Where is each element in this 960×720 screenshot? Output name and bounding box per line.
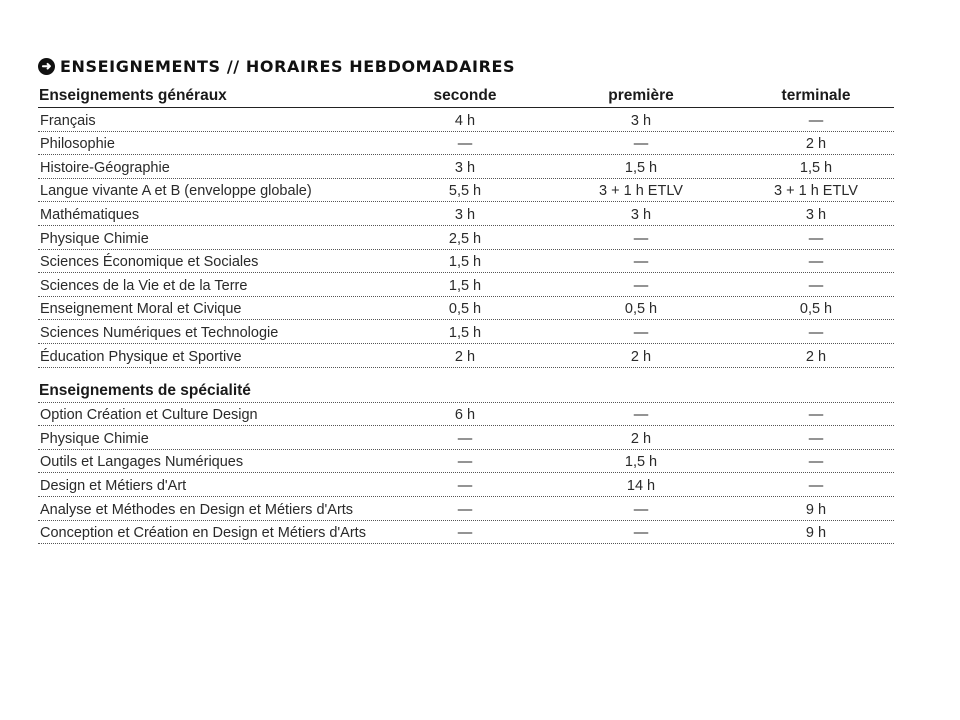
hours-seconde: 2 h (454, 348, 476, 365)
hours-terminale: 2 h (805, 348, 827, 365)
table-row (38, 450, 894, 474)
hours-premire: — (633, 136, 649, 153)
hours-premire: 2 h (630, 348, 652, 365)
table-row (38, 108, 894, 132)
hours-seconde: 4 h (454, 112, 476, 129)
hours-terminale: — (808, 407, 824, 424)
subject-name: Sciences Numériques et Technologie (40, 324, 279, 341)
hours-terminale: 3 + 1 h ETLV (774, 183, 858, 200)
hours-terminale: — (808, 254, 824, 271)
hours-premire: 14 h (626, 477, 656, 494)
table-row (38, 155, 894, 179)
column-header-premiere: première (608, 87, 674, 104)
table-row (38, 179, 894, 203)
specialty-heading: Enseignements de spécialité (39, 381, 251, 399)
subject-name: Option Création et Culture Design (40, 407, 258, 424)
hours-seconde: — (457, 430, 473, 447)
table-row (38, 521, 894, 545)
hours-terminale: 9 h (805, 525, 827, 542)
hours-seconde: 0,5 h (448, 301, 482, 318)
table-row (38, 226, 894, 250)
hours-premire: — (633, 324, 649, 341)
table-row (38, 473, 894, 497)
hours-terminale: — (808, 324, 824, 341)
hours-seconde: 1,5 h (448, 254, 482, 271)
hours-seconde: 3 h (454, 159, 476, 176)
hours-premire: 3 + 1 h ETLV (599, 183, 683, 200)
table-row (38, 202, 894, 226)
subject-name: Mathématiques (40, 206, 140, 223)
table-row (38, 403, 894, 427)
hours-terminale: — (808, 277, 824, 294)
subject-name: Enseignement Moral et Civique (40, 301, 242, 318)
subject-name: Outils et Langages Numériques (40, 454, 244, 471)
hours-seconde: 5,5 h (448, 183, 482, 200)
hours-seconde: 6 h (454, 407, 476, 424)
hours-terminale: — (808, 477, 824, 494)
table-row (38, 497, 894, 521)
hours-terminale: — (808, 454, 824, 471)
hours-seconde: 1,5 h (448, 324, 482, 341)
hours-terminale: — (808, 112, 824, 129)
table-row (38, 426, 894, 450)
hours-premire: 1,5 h (624, 159, 658, 176)
hours-seconde: 3 h (454, 206, 476, 223)
table-row (38, 132, 894, 156)
hours-premire: 3 h (630, 206, 652, 223)
table-row (38, 297, 894, 321)
column-header-seconde: seconde (433, 87, 497, 104)
table-row (38, 320, 894, 344)
hours-terminale: — (808, 230, 824, 247)
hours-seconde: — (457, 136, 473, 153)
section-title (38, 55, 894, 77)
hours-premire: 1,5 h (624, 454, 658, 471)
arrow-right-circle-icon: ➜ (38, 58, 55, 75)
column-header-terminale: terminale (781, 87, 851, 104)
hours-seconde: — (457, 501, 473, 518)
hours-terminale: 2 h (805, 136, 827, 153)
subject-name: Analyse et Méthodes en Design et Métiers d'Arts (40, 501, 354, 518)
hours-premire: — (633, 230, 649, 247)
subject-name: Design et Métiers d'Art (40, 477, 187, 494)
section-title-text: ENSEIGNEMENTS // HORAIRES HEBDOMADAIRES (60, 56, 516, 76)
table-row (38, 273, 894, 297)
subject-name: Histoire-Géographie (40, 159, 170, 176)
subject-name: Philosophie (40, 136, 115, 153)
table-row (38, 344, 894, 368)
hours-premire: 0,5 h (624, 301, 658, 318)
subject-name: Sciences Économique et Sociales (40, 254, 259, 271)
hours-terminale: — (808, 430, 824, 447)
hours-seconde: — (457, 454, 473, 471)
hours-premire: 2 h (630, 430, 652, 447)
hours-premire: — (633, 254, 649, 271)
specialty-table-body (38, 403, 894, 545)
general-heading: Enseignements généraux (39, 87, 227, 104)
hours-seconde: 1,5 h (448, 277, 482, 294)
hours-premire: — (633, 407, 649, 424)
general-header-row (38, 83, 894, 108)
hours-premire: — (633, 277, 649, 294)
specialty-header-row (38, 377, 894, 403)
subject-name: Conception et Création en Design et Métiers d'Arts (40, 525, 366, 542)
general-table-body (38, 108, 894, 368)
subject-name: Français (40, 112, 96, 129)
hours-terminale: 9 h (805, 501, 827, 518)
subject-name: Physique Chimie (40, 430, 149, 447)
hours-terminale: 3 h (805, 206, 827, 223)
hours-seconde: — (457, 525, 473, 542)
hours-terminale: 1,5 h (799, 159, 833, 176)
hours-seconde: 2,5 h (448, 230, 482, 247)
schedule-sheet (38, 55, 894, 544)
subject-name: Éducation Physique et Sportive (40, 348, 242, 365)
subject-name: Sciences de la Vie et de la Terre (40, 277, 248, 294)
hours-terminale: 0,5 h (799, 301, 833, 318)
subject-name: Physique Chimie (40, 230, 149, 247)
subject-name: Langue vivante A et B (enveloppe globale) (40, 183, 312, 200)
table-row (38, 250, 894, 274)
hours-premire: — (633, 501, 649, 518)
hours-seconde: — (457, 477, 473, 494)
hours-premire: 3 h (630, 112, 652, 129)
hours-premire: — (633, 525, 649, 542)
